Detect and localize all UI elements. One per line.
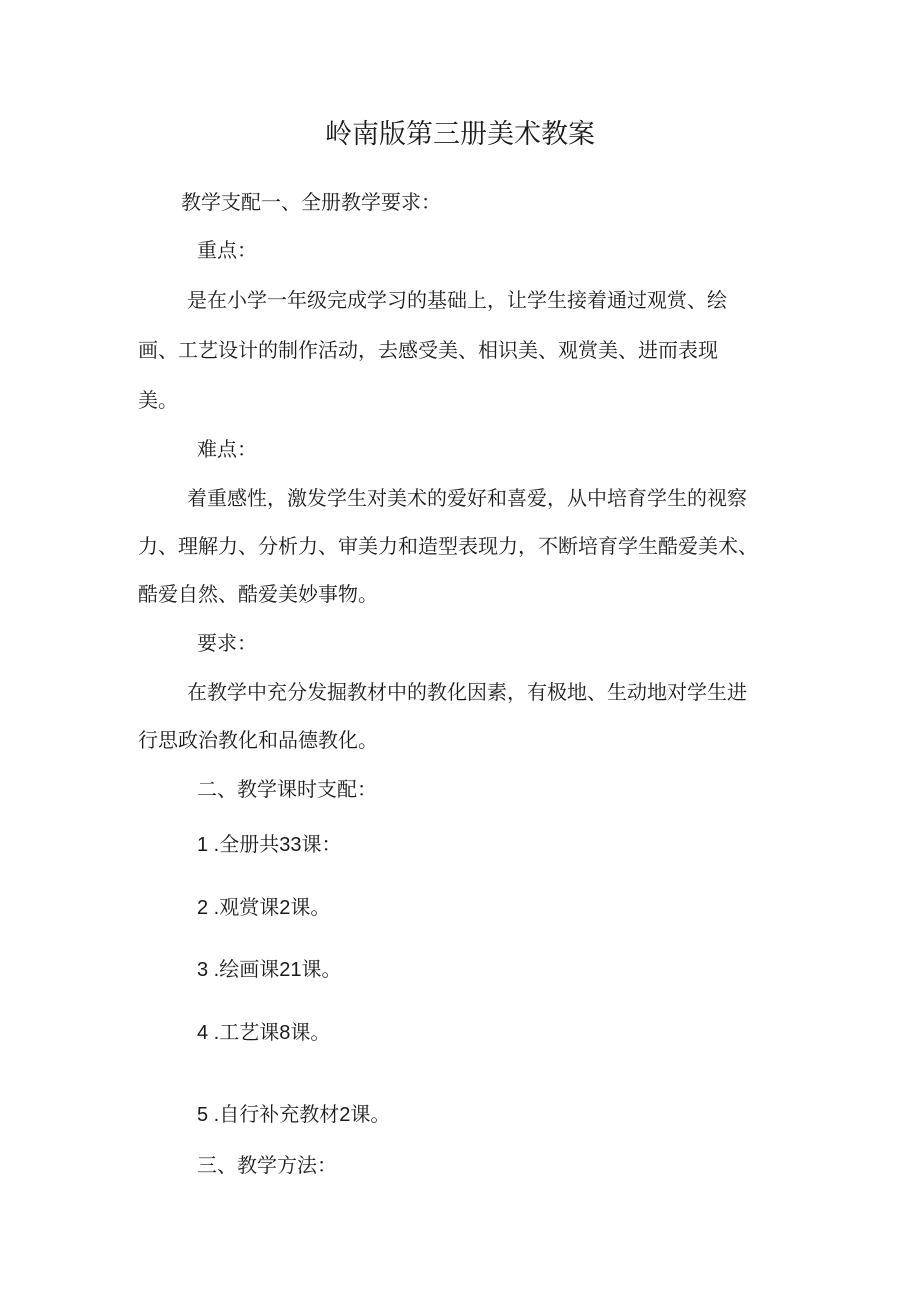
schedule-item: 1 .全册共33课： (197, 834, 342, 856)
key-points-line: 是在小学一年级完成学习的基础上，让学生接着通过观赏、绘 (187, 288, 727, 312)
requirements-label: 要求： (197, 631, 257, 655)
key-points-line: 画、工艺设计的制作活动，去感受美、相识美、观赏美、进而表现 (138, 338, 718, 362)
section1-heading: 教学支配一、全册教学要求： (181, 190, 441, 214)
requirements-line: 行思政治教化和品德教化。 (138, 728, 378, 752)
requirements-line: 在教学中充分发掘教材中的教化因素，有极地、生动地对学生进 (187, 680, 747, 704)
key-points-label: 重点： (197, 238, 257, 262)
difficulties-line: 酷爱自然、酷爱美妙事物。 (138, 582, 378, 606)
schedule-item: 3 .绘画课21课。 (197, 959, 342, 981)
schedule-item: 5 .自行补充教材2课。 (197, 1104, 391, 1126)
key-points-line: 美。 (138, 388, 178, 412)
schedule-item: 2 .观赏课2课。 (197, 897, 331, 919)
schedule-item: 4 .工艺课8课。 (197, 1022, 331, 1044)
difficulties-label: 难点： (197, 437, 257, 461)
difficulties-line: 力、理解力、分析力、审美力和造型表现力，不断培育学生酷爱美术、 (138, 534, 758, 558)
section3-heading: 三、教学方法： (197, 1153, 337, 1177)
difficulties-line: 着重感性，激发学生对美术的爱好和喜爱，从中培育学生的视察 (187, 486, 747, 510)
section2-heading: 二、教学课时支配： (197, 777, 377, 801)
document-title: 岭南版第三册美术教案 (325, 119, 595, 150)
